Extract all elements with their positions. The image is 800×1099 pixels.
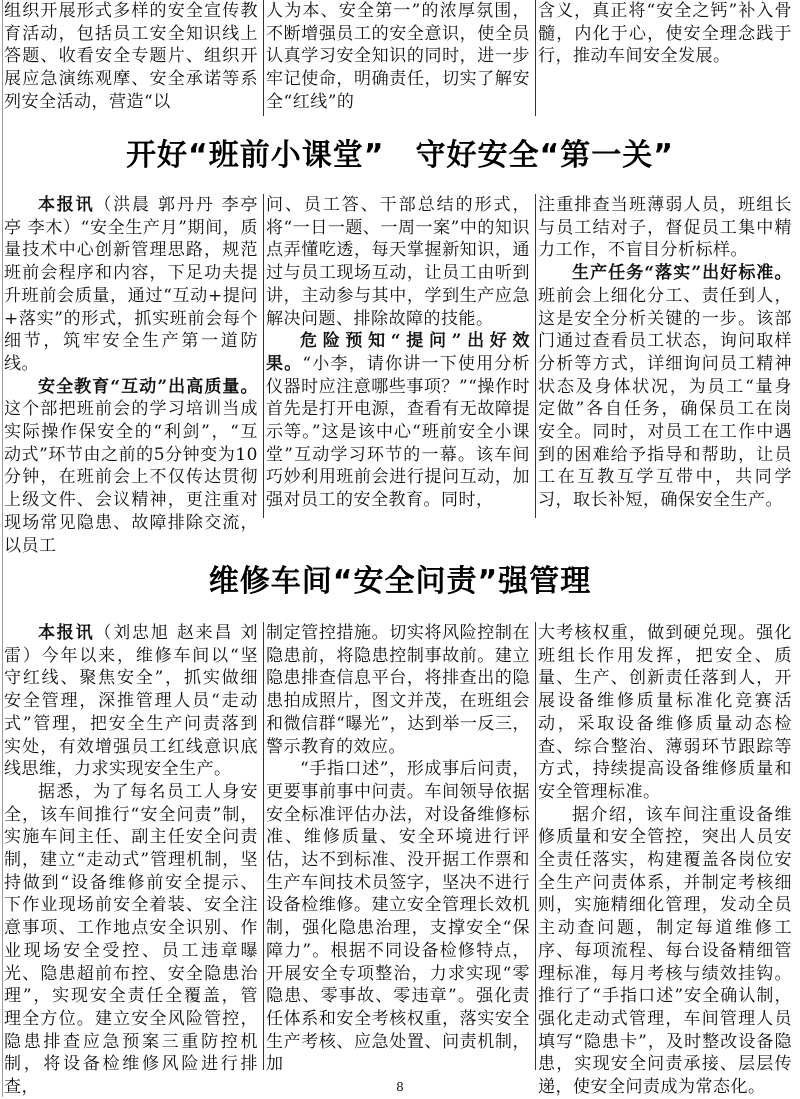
top-continuation <box>0 0 800 118</box>
paragraph-text: 这个部把班前会的学习培训当成实际操作保安全的“利剑”，“互动式”环节由之前的5分钟变为10分钟，在班前会上不仅传达贯彻上级文件、会议精神，更注重对现场常见隐患、故障排除交流，以员工 <box>4 399 258 556</box>
column-divider <box>263 0 264 116</box>
paragraph-text: 据介绍，该车间注重设备维修质量和安全管控，突出人员安全责任落实，构建覆盖各岗位安全生产问责体系，并制定考核细则，实施精细化管理，发动全员主动查问题，制定每道维修工序、每项流程、每台设备精细管理标准，每月考核与绩效挂钩。推行了“手指口述”安全确认制，强化走动式管理，车间管理人员填写“隐患卡”，及时整改设备隐患，实现安全问责承接、层层传递，使安全问责成为常态化。 <box>538 804 792 1098</box>
paragraph-text: （洪晨 郭丹丹 李亭亭 李木）“安全生产月”期间，质量技术中心创新管理思路，规范班前会程序和内容，下足功夫提升班前会质量，通过“互动+提问+落实”的形式，抓实班前会每个细节，筑牢安全生产第一道防线。 <box>4 195 258 374</box>
article-1-headline: 开好“班前小课堂” 守好安全“第一关” <box>126 138 674 173</box>
paragraph-lead: 生产任务“落实”出好标准。 <box>572 263 792 284</box>
paragraph <box>538 622 792 804</box>
paragraph <box>266 330 530 512</box>
paragraph-lead: 本报讯 <box>38 623 95 643</box>
top-col-1 <box>0 0 262 118</box>
top-col-2-text: 人为本、安全第一”的浓厚氛围，不断增强员工的安全意识，使全员认真学习安全知识的同时，进一步牢记使命，明确责任，切实了解安全“红线”的 <box>266 1 530 112</box>
column-divider <box>535 0 536 116</box>
paragraph-text: “手指口述”，形成事后问责，更要事前事中问责。车间领导依据安全标准评估办法，对设备维修标准、维修质量、安全环境进行评估，达不到标准、没开据工作票和生产车间技术员签字，坚决不进行设备检维修。建立安全管理长效机制，强化隐患治理，支撑安全“保障力”。根据不同设备检修特点，开展安全专项整治，力求实现“零隐患、零事故、零违章”。强化责任体系和安全考核权重，落实安全生产考核、应急处置、问责机制，加 <box>266 759 530 1075</box>
article-2-col-3 <box>534 622 796 1098</box>
paragraph-text: 制定管控措施。切实将风险控制在隐患前，将隐患控制事故前。建立隐患排查信息平台，将排查出的隐患拍成照片，图文并茂，在班组会和微信群“曝光”，达到举一反三，警示教育的效应。 <box>266 623 530 757</box>
article-1-col-2 <box>262 194 534 534</box>
top-col-1-text: 组织开展形式多样的安全宣传教育活动，包括员工安全知识线上答题、收看安全专题片、组织开展应急演练观摩、安全承诺等系列安全活动，营造“以 <box>4 1 258 112</box>
paragraph <box>538 194 792 262</box>
paragraph <box>538 262 792 512</box>
column-divider <box>535 622 536 1070</box>
paragraph <box>266 622 530 758</box>
article-1-col-1 <box>0 194 262 556</box>
paragraph-text: （刘忠旭 赵来昌 刘雷）今年以来，维修车间以“坚守红线、聚焦安全”，抓实做细安全管理，深推管理人员“走动式”管理，把安全生产问责落到实处，有效增强员工红线意识底线思维，力求实现安全生产。 <box>4 623 258 780</box>
paragraph-lead: 危险预知“提问”出好效果。 <box>266 331 530 374</box>
paragraph <box>266 758 530 1076</box>
paragraph <box>538 804 792 1099</box>
paragraph-lead: 安全教育“互动”出高质量。 <box>38 376 258 397</box>
paragraph-text: “小李，请你讲一下使用分析仪器时应注意哪些事项？”“操作时首先是打开电源，查看有无故障提示等。”这是该中心“班前安全小课堂”互动学习环节的一幕。该车间巧妙利用班前会进行提问互动，加强对员工的安全教育。同时， <box>266 353 530 511</box>
paragraph <box>4 376 258 558</box>
paragraph-text: 大考核权重，做到硬兑现。强化班组长作用发挥，把安全、质量、生产、创新责任落到人，开展设备维修质量标准化竞赛活动，采取设备维修质量动态检查、综合整治、薄弱环节跟踪等方式，持续提高设备维修质量和安全管理标准。 <box>538 623 792 802</box>
paragraph <box>4 622 258 781</box>
column-divider <box>263 622 264 1070</box>
top-col-3 <box>534 0 796 118</box>
paragraph-text: 据悉，为了每名员工人身安全，该车间推行“安全问责”制，实施车间主任、副主任安全问责制，建立“走动式”管理机制，坚持做到“设备维修前安全提示、下作业现场前安全着装、安全注意事项、工作地点安全识别、作业现场安全受控、员工违章曝光、隐患超前布控、安全隐患治理”，实现安全责任全覆盖，管理全方位。建立安全风险管控，隐患排查应急预案三重防控机制，将设备检维修风险进行排查， <box>4 781 258 1098</box>
article-2-col-1 <box>0 622 262 1098</box>
column-divider <box>535 194 536 518</box>
paragraph-text: 注重排查当班薄弱人员，班组长与员工结对子，督促员工集中精力工作，不盲目分析标样。 <box>538 195 792 261</box>
top-col-2 <box>262 0 534 118</box>
article-1-col-3 <box>534 194 796 534</box>
paragraph-lead: 本报讯 <box>38 195 95 215</box>
top-col-3-text: 含义，真正将“安全之钙”补入骨髓，内化于心，使安全理念践于行，推动车间安全发展。 <box>538 1 792 67</box>
article-2-body <box>0 622 800 1098</box>
article-2-headline: 维修车间“安全问责”强管理 <box>208 564 592 599</box>
page-number: 8 <box>396 1080 404 1094</box>
paragraph <box>4 781 258 1099</box>
article-1-body <box>0 194 800 556</box>
column-divider <box>263 194 264 518</box>
paragraph-text: 班前会上细化分工、责任到人，这是安全分析关键的一步。该部门通过查看员工状态，询问取样分析等方式，详细询问员工精神状态及身体状况，为员工“量身定做”各自任务，确保员工在岗安全。同时，对员工在工作中遇到的困难给予指导和帮助，让员工在互教互学互带中，共同学习，取长补短，确保安全生产。 <box>538 285 792 511</box>
article-2-col-2 <box>262 622 534 1074</box>
paragraph <box>4 194 258 376</box>
paragraph <box>266 194 530 330</box>
paragraph-text: 问、员工答、干部总结的形式，将“一日一题、一周一案”中的知识点弄懂吃透，每天掌握新知识，通过与员工现场互动，让员工由听到讲，主动参与其中，学到生产应急解决问题、排除故障的技能。 <box>266 195 530 329</box>
